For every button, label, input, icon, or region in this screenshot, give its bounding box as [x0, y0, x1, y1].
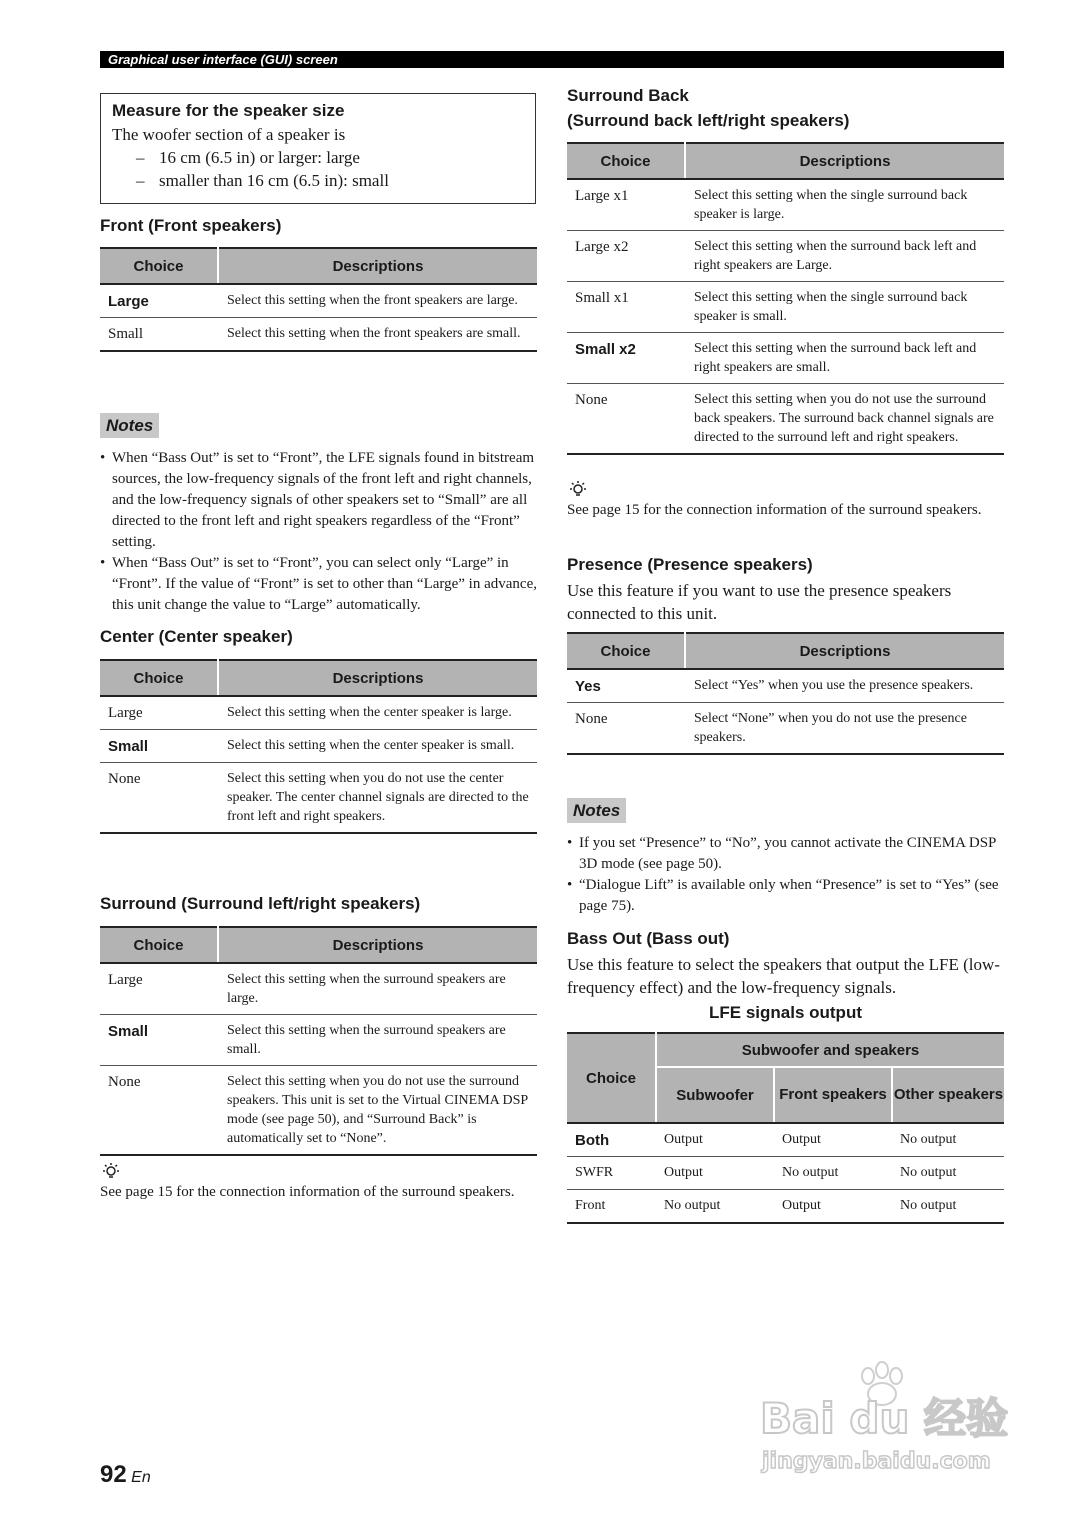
note-item: • When “Bass Out” is set to “Front”, you can select only “Large” in “Front”. If the value of “Front” is set to other than “Large” in advance, this unit change the value to “Large” automatically.: [100, 553, 537, 616]
description-cell: Select this setting when the single surround back speaker is small.: [685, 282, 1004, 333]
table-row: [100, 284, 537, 318]
notes-right-list: [567, 833, 1004, 917]
choice-cell: Large: [100, 284, 218, 318]
surround-back-title-line2: (Surround back left/right speakers): [567, 111, 850, 130]
surround-table: [100, 926, 537, 1156]
notes-left: [100, 413, 159, 438]
other-cell: No output: [892, 1157, 1004, 1190]
table-row: [100, 1015, 537, 1066]
choice-cell: SWFR: [567, 1157, 656, 1190]
table-row: [567, 1190, 1004, 1224]
column-header-choice: Choice: [100, 927, 218, 963]
section-header-title: Graphical user interface (GUI) screen: [108, 52, 338, 67]
notes-right: [567, 798, 626, 823]
choice-cell: Small: [100, 318, 218, 352]
front-cell: Output: [774, 1190, 892, 1224]
description-cell: Select this setting when the single surround back speaker is large.: [685, 179, 1004, 231]
column-header-choice: Choice: [100, 660, 218, 696]
column-header-descriptions: Descriptions: [685, 143, 1004, 179]
table-row: [567, 1157, 1004, 1190]
table-row: [567, 282, 1004, 333]
watermark-brand: Bai du 经验: [760, 1394, 1008, 1443]
surround-back-title-line1: Surround Back: [567, 86, 689, 105]
front-cell: No output: [774, 1157, 892, 1190]
column-header-choice: Choice: [567, 633, 685, 669]
description-cell: Select this setting when the surround speakers are small.: [218, 1015, 537, 1066]
description-cell: Select this setting when the surround speakers are large.: [218, 963, 537, 1015]
page-number-value: 92: [100, 1461, 127, 1488]
bass-out-section-title: Bass Out (Bass out): [567, 929, 730, 948]
description-cell: Select this setting when you do not use the surround speakers. This unit is set to the Virtual CINEMA DSP mode (see page 50), and “Surround Back” is automatically set to “None”.: [218, 1066, 537, 1156]
other-cell: No output: [892, 1123, 1004, 1157]
measure-box-intro: The woofer section of a speaker is: [112, 125, 346, 144]
section-header-bar: [100, 51, 1004, 68]
table-row: [100, 730, 537, 763]
table-row: [567, 703, 1004, 755]
description-cell: Select this setting when the surround back left and right speakers are Large.: [685, 231, 1004, 282]
choice-cell: None: [100, 763, 218, 834]
choice-cell: Small x1: [567, 282, 685, 333]
column-header-descriptions: Descriptions: [218, 248, 537, 284]
table-row: [100, 763, 537, 834]
description-cell: Select this setting when the center speaker is small.: [218, 730, 537, 763]
surround-back-table: [567, 142, 1004, 455]
column-header-choice: Choice: [567, 143, 685, 179]
column-header-front: Front speakers: [774, 1067, 892, 1123]
measure-box: [100, 93, 536, 204]
tip-lightbulb-icon: [100, 1162, 122, 1180]
subwoofer-cell: Output: [656, 1157, 774, 1190]
lfe-table-title: LFE signals output: [709, 1003, 862, 1022]
choice-cell: Small x2: [567, 333, 685, 384]
choice-cell: Yes: [567, 669, 685, 703]
subwoofer-cell: No output: [656, 1190, 774, 1224]
note-item: • “Dialogue Lift” is available only when “Presence” is set to “Yes” (see page 75).: [567, 875, 1004, 917]
surround-back-tip-text: See page 15 for the connection information of the surround speakers.: [567, 502, 982, 518]
column-header-subwoofer: Subwoofer: [656, 1067, 774, 1123]
table-row: [567, 669, 1004, 703]
choice-cell: Large x2: [567, 231, 685, 282]
measure-box-item: – 16 cm (6.5 in) or larger: large: [136, 148, 360, 167]
notes-label: Notes: [567, 798, 626, 823]
note-item: • When “Bass Out” is set to “Front”, the LFE signals found in bitstream sources, the low-frequency signals of the front left and right channels, and the low-frequency signals of other speakers set to “Small” are all directed to the front left and right speakers regardless of the “Front” setting.: [100, 448, 537, 553]
description-cell: Select this setting when you do not use the surround back speakers. The surround back channel signals are directed to the surround left and right speakers.: [685, 384, 1004, 455]
table-row: [100, 963, 537, 1015]
front-section-title: Front (Front speakers): [100, 216, 282, 235]
description-cell: Select this setting when the front speakers are large.: [218, 284, 537, 318]
column-header-other: Other speakers: [892, 1067, 1004, 1123]
presence-table: [567, 632, 1004, 755]
table-row: [567, 384, 1004, 455]
description-cell: Select this setting when you do not use the center speaker. The center channel signals are directed to the front left and right speakers.: [218, 763, 537, 834]
table-row: [567, 1123, 1004, 1157]
choice-cell: Large: [100, 696, 218, 730]
column-header-descriptions: Descriptions: [685, 633, 1004, 669]
front-table: [100, 247, 537, 352]
column-header-group: Subwoofer and speakers: [656, 1033, 1004, 1067]
presence-intro: Use this feature if you want to use the presence speakers connected to this unit.: [567, 581, 952, 623]
choice-cell: Front: [567, 1190, 656, 1224]
table-row: [567, 333, 1004, 384]
choice-cell: None: [100, 1066, 218, 1156]
choice-cell: None: [567, 703, 685, 755]
subwoofer-cell: Output: [656, 1123, 774, 1157]
note-item: • If you set “Presence” to “No”, you cannot activate the CINEMA DSP 3D mode (see page 50).: [567, 833, 1004, 875]
tip-lightbulb-icon: [567, 480, 589, 498]
front-cell: Output: [774, 1123, 892, 1157]
bass-out-intro: Use this feature to select the speakers that output the LFE (low-frequency effect) and the low-frequency signals.: [567, 955, 1000, 997]
column-header-descriptions: Descriptions: [218, 660, 537, 696]
choice-cell: Small: [100, 1015, 218, 1066]
table-row: [567, 179, 1004, 231]
column-header-choice: Choice: [100, 248, 218, 284]
center-table: [100, 659, 537, 834]
choice-cell: Small: [100, 730, 218, 763]
choice-cell: None: [567, 384, 685, 455]
page-language: En: [131, 1469, 151, 1486]
surround-tip-text: See page 15 for the connection information of the surround speakers.: [100, 1184, 515, 1200]
table-row: [567, 231, 1004, 282]
notes-left-list: [100, 448, 537, 616]
surround-section-title: Surround (Surround left/right speakers): [100, 894, 421, 913]
measure-box-item: – smaller than 16 cm (6.5 in): small: [136, 171, 389, 190]
table-row: [100, 1066, 537, 1156]
center-section-title: Center (Center speaker): [100, 627, 293, 646]
column-header-descriptions: Descriptions: [218, 927, 537, 963]
description-cell: Select “Yes” when you use the presence speakers.: [685, 669, 1004, 703]
description-cell: Select this setting when the surround back left and right speakers are small.: [685, 333, 1004, 384]
other-cell: No output: [892, 1190, 1004, 1224]
description-cell: Select this setting when the front speakers are small.: [218, 318, 537, 352]
page-number: [100, 1461, 151, 1489]
choice-cell: Large: [100, 963, 218, 1015]
lfe-signals-table: [567, 1032, 1004, 1224]
choice-cell: Both: [567, 1123, 656, 1157]
table-row: [100, 318, 537, 352]
table-row: [100, 696, 537, 730]
measure-box-title: Measure for the speaker size: [112, 101, 345, 120]
baidu-jingyan-watermark-logo: [758, 1358, 1008, 1478]
description-cell: Select this setting when the center speaker is large.: [218, 696, 537, 730]
presence-section-title: Presence (Presence speakers): [567, 555, 813, 574]
description-cell: Select “None” when you do not use the presence speakers.: [685, 703, 1004, 755]
notes-label: Notes: [100, 413, 159, 438]
watermark-url: jingyan.baidu.com: [762, 1449, 991, 1474]
choice-cell: Large x1: [567, 179, 685, 231]
column-header-choice: Choice: [567, 1033, 656, 1123]
